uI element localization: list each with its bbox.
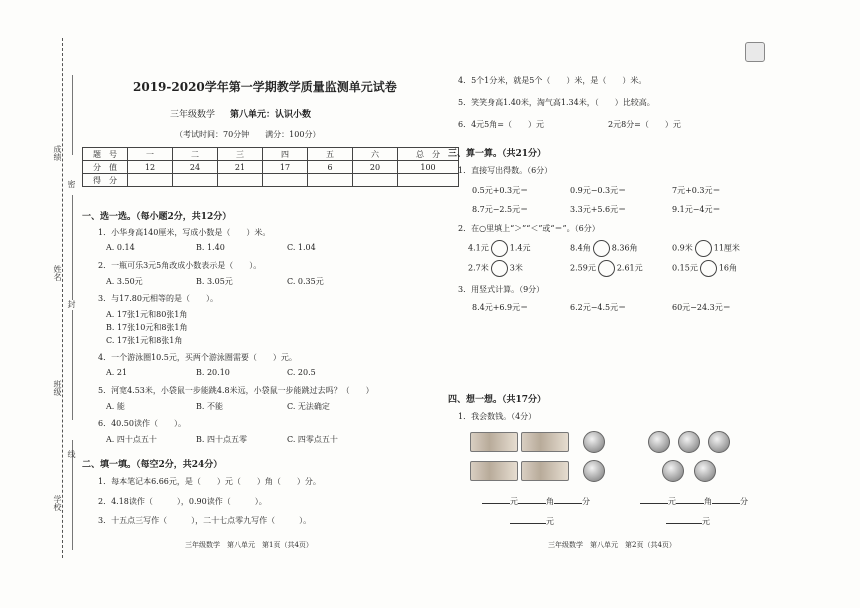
- s2-q2: 2．4.18读作（ ），0.90读作（ ）。: [98, 497, 267, 506]
- s1-q3-c: C. 17张1元和8张1角: [106, 336, 183, 345]
- exam-title: 2019-2020学年第一学期教学质量监测单元试卷: [133, 80, 397, 94]
- compare-right: 2.61元: [616, 263, 643, 273]
- s3-v-1: 6.2元−4.5元＝: [570, 303, 627, 312]
- exam-info: （考试时间：70分钟 满分：100分）: [175, 130, 321, 139]
- coin-image: [694, 460, 716, 482]
- s1-q6-c: C. 四零点五十: [287, 435, 338, 444]
- s1-q4-b: B. 20.10: [196, 368, 230, 377]
- score-header-cell: 六: [353, 148, 398, 161]
- footer-left: 三年级数学 第八单元 第1页（共4页）: [185, 541, 313, 549]
- compare-left: 2.59元: [570, 263, 596, 273]
- score-header-cell: 一: [128, 148, 173, 161]
- s2-q5: 5．笑笑身高1.40米，淘气高1.34米，（ ）比较高。: [458, 98, 655, 107]
- margin-score-label: 成绩: [53, 145, 62, 161]
- s2-q4: 4．5个1分米，就是5个（ ）米，是（ ）米。: [458, 76, 647, 85]
- unit-label: 第八单元：认识小数: [230, 110, 312, 120]
- unit-jiao: 角: [704, 497, 712, 506]
- score-header-cell: 总 分: [398, 148, 459, 161]
- s3-q2: 2．在○里填上“＞”“＜”或“＝”。（6分）: [458, 224, 600, 233]
- money-total-right: [666, 514, 710, 527]
- unit-yuan: 元: [702, 517, 710, 526]
- banknote-image: [470, 461, 518, 481]
- earned-cell[interactable]: [263, 174, 308, 187]
- s3-r2-1: 3.3元+5.6元＝: [570, 205, 627, 214]
- s1-q4-c: C. 20.5: [287, 368, 316, 377]
- answer-blank[interactable]: [510, 514, 546, 524]
- s1-q2: 2．一瓶可乐3元5角改成小数表示是（ ）。: [98, 261, 262, 270]
- s2-q6-b: 2元8分=（ ）元: [608, 120, 681, 129]
- unit-fen: 分: [740, 497, 748, 506]
- points-cell: 20: [353, 161, 398, 174]
- class-line: [72, 310, 73, 420]
- compare-row1-item1: [468, 240, 530, 257]
- unit-yuan: 元: [510, 497, 518, 506]
- margin-class-label: 班级: [53, 380, 62, 396]
- name-line: [72, 195, 73, 300]
- points-cell: 6: [308, 161, 353, 174]
- answer-blank[interactable]: [518, 494, 546, 504]
- s1-q1-b: B. 1.40: [196, 243, 225, 252]
- compare-circle[interactable]: [491, 240, 508, 257]
- coin-image: [678, 431, 700, 453]
- money-answer-right: [640, 494, 748, 507]
- earned-cell[interactable]: [353, 174, 398, 187]
- answer-blank[interactable]: [482, 494, 510, 504]
- s1-q5: 5．河宽4.53米，小袋鼠一步能跳4.8米远，小袋鼠一步能跳过去吗？（ ）: [98, 386, 374, 395]
- margin-school-label: 学校: [53, 495, 62, 511]
- compare-right: 1.4元: [509, 243, 531, 253]
- compare-right: 16角: [718, 263, 737, 273]
- coin-image: [583, 431, 605, 453]
- banknote-image: [521, 461, 569, 481]
- s1-q2-c: C. 0.35元: [287, 277, 324, 286]
- s1-q3-a: A. 17张1元和80张1角: [106, 310, 188, 319]
- answer-blank[interactable]: [666, 514, 702, 524]
- s1-q1-a: A. 0.14: [106, 243, 135, 252]
- compare-right: 8.36角: [611, 243, 638, 253]
- s1-q1-c: C. 1.04: [287, 243, 316, 252]
- s1-q6-b: B. 四十点五零: [196, 435, 247, 444]
- unit-yuan: 元: [546, 517, 554, 526]
- banknote-image: [470, 432, 518, 452]
- compare-circle[interactable]: [695, 240, 712, 257]
- answer-blank[interactable]: [676, 494, 704, 504]
- s3-v-0: 8.4元+6.9元＝: [472, 303, 529, 312]
- subject-label: 三年级数学: [170, 110, 216, 120]
- answer-blank[interactable]: [554, 494, 582, 504]
- s1-q6: 6．40.50读作（ ）。: [98, 419, 186, 428]
- s1-q5-c: C. 无法确定: [287, 402, 330, 411]
- s4-q1: 1．我会数钱。（4分）: [458, 412, 537, 421]
- s1-q2-a: A. 3.50元: [106, 277, 143, 286]
- score-header-cell: 五: [308, 148, 353, 161]
- compare-row2-item2: [570, 260, 643, 277]
- compare-left: 0.15元: [672, 263, 698, 273]
- unit-jiao: 角: [546, 497, 554, 506]
- margin-seal-b: 封: [67, 300, 76, 308]
- points-cell: 24: [173, 161, 218, 174]
- compare-circle[interactable]: [598, 260, 615, 277]
- points-cell: 17: [263, 161, 308, 174]
- s3-r1-2: 7元+0.3元＝: [672, 186, 721, 195]
- margin-seal-a: 密: [67, 180, 76, 188]
- score-table: [82, 147, 459, 187]
- s3-r1-0: 0.5元+0.3元＝: [472, 186, 529, 195]
- section1-title: 一、选一选。（每小题2分，共12分）: [82, 212, 232, 222]
- money-total-left: [510, 514, 554, 527]
- points-cell: 12: [128, 161, 173, 174]
- compare-left: 8.4角: [570, 243, 591, 253]
- compare-row2-item3: [672, 260, 737, 277]
- s1-q4: 4．一个游泳圈10.5元，买两个游泳圈需要（ ）元。: [98, 353, 297, 362]
- score-header-cell: 二: [173, 148, 218, 161]
- unit-yuan: 元: [668, 497, 676, 506]
- money-answer-left: [482, 494, 590, 507]
- s2-q3: 3．十五点三写作（ ），二十七点零九写作（ ）。: [98, 516, 312, 525]
- section2-title: 二、填一填。（每空2分，共24分）: [82, 460, 223, 470]
- compare-left: 4.1元: [468, 243, 489, 253]
- margin-name-label: 姓名: [53, 265, 62, 281]
- compare-left: 2.7米: [468, 263, 489, 273]
- s1-q5-b: B. 不能: [196, 402, 223, 411]
- earned-cell[interactable]: [128, 174, 173, 187]
- section3-title: 三、算一算。（共21分）: [448, 149, 547, 159]
- coin-image: [583, 460, 605, 482]
- binding-dashed-line: [62, 38, 63, 558]
- compare-right: 11厘米: [713, 243, 740, 253]
- s3-r2-0: 8.7元−2.5元＝: [472, 205, 529, 214]
- points-cell: 21: [218, 161, 263, 174]
- footer-right: 三年级数学 第八单元 第2页（共4页）: [548, 541, 676, 549]
- banknote-image: [521, 432, 569, 452]
- score-header-cell: 三: [218, 148, 263, 161]
- points-cell: 100: [398, 161, 459, 174]
- score-header-cell: 四: [263, 148, 308, 161]
- s1-q2-b: B. 3.05元: [196, 277, 233, 286]
- compare-row2-item1: [468, 260, 523, 277]
- s2-q6-a: 6．4元5角=（ ）元: [458, 120, 544, 129]
- points-cell: 分 值: [83, 161, 128, 174]
- compare-row1-item2: [570, 240, 638, 257]
- compare-left: 0.9米: [672, 243, 693, 253]
- s1-q1: 1．小华身高140厘米，写成小数是（ ）米。: [98, 228, 271, 237]
- earned-cell[interactable]: [398, 174, 459, 187]
- s1-q3-b: B. 17张10元和8张1角: [106, 323, 188, 332]
- compare-right: 3米: [509, 263, 523, 273]
- corner-mark: [745, 42, 765, 62]
- coin-image: [708, 431, 730, 453]
- s3-q3: 3．用竖式计算。（9分）: [458, 285, 545, 294]
- s1-q5-a: A. 能: [106, 402, 125, 411]
- coin-image: [648, 431, 670, 453]
- answer-blank[interactable]: [712, 494, 740, 504]
- earned-cell: 得 分: [83, 174, 128, 187]
- earned-cell[interactable]: [308, 174, 353, 187]
- s2-q1: 1．每本笔记本6.66元，是（ ）元（ ）角（ ）分。: [98, 477, 321, 486]
- compare-circle[interactable]: [593, 240, 610, 257]
- unit-fen: 分: [582, 497, 590, 506]
- compare-row1-item3: [672, 240, 740, 257]
- s3-v-2: 60元−24.3元＝: [672, 303, 731, 312]
- s3-r2-2: 9.1元−4元＝: [672, 205, 721, 214]
- s3-r1-1: 0.9元−0.3元＝: [570, 186, 627, 195]
- earned-cell[interactable]: [173, 174, 218, 187]
- s3-q1: 1．直接写出得数。（6分）: [458, 166, 553, 175]
- section4-title: 四、想一想。（共17分）: [448, 395, 547, 405]
- s1-q6-a: A. 四十点五十: [106, 435, 157, 444]
- score-line: [72, 75, 73, 155]
- answer-blank[interactable]: [640, 494, 668, 504]
- margin-seal-c: 线: [67, 450, 76, 458]
- s1-q4-a: A. 21: [106, 368, 128, 377]
- compare-circle[interactable]: [700, 260, 717, 277]
- compare-circle[interactable]: [491, 260, 508, 277]
- s1-q3: 3．与17.80元相等的是（ ）。: [98, 294, 218, 303]
- coin-image: [662, 460, 684, 482]
- score-header-cell: 题 号: [83, 148, 128, 161]
- earned-cell[interactable]: [218, 174, 263, 187]
